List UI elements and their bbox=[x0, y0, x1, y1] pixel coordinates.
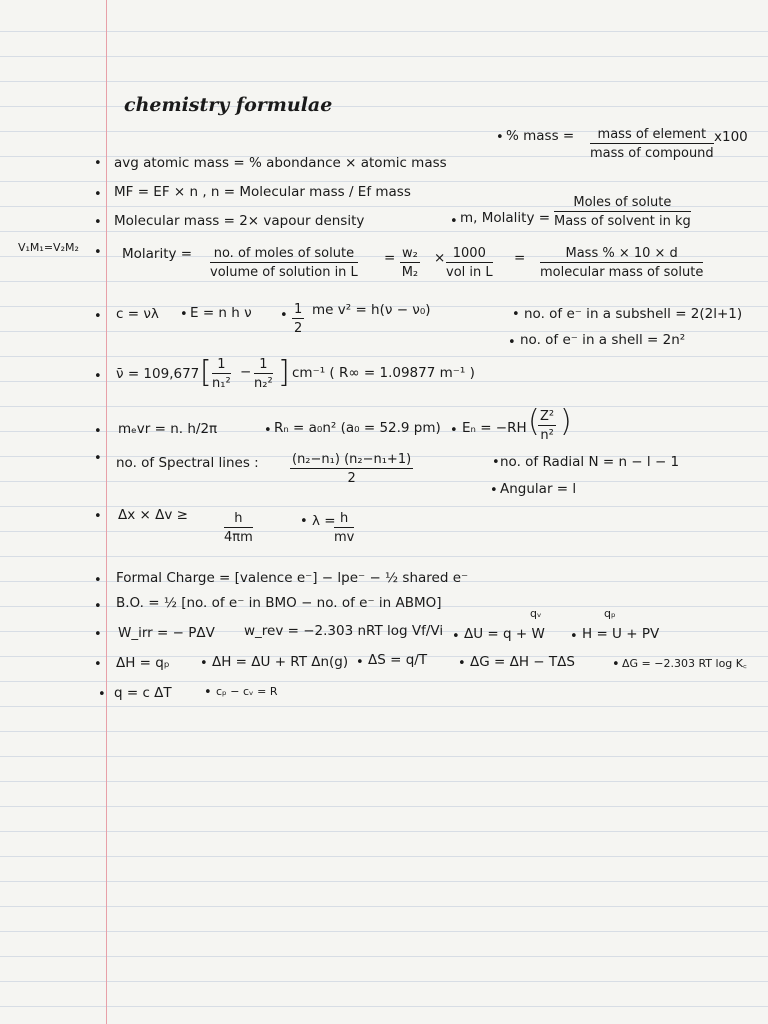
molarity-label: Molarity = bbox=[122, 246, 193, 262]
formal-charge-formula: Formal Charge = [valence e⁻] − lpe⁻ − ½ shared e⁻ bbox=[116, 570, 469, 586]
molarity-fraction bbox=[210, 247, 358, 279]
bullet: • bbox=[458, 656, 466, 671]
bullet: • bbox=[94, 245, 102, 260]
enthalpy-formula: H = U + PV bbox=[582, 626, 660, 642]
rydberg-open-bracket: [ bbox=[200, 355, 212, 390]
percent-mass-numerator: mass of element bbox=[590, 128, 714, 144]
molarity-times: × bbox=[434, 250, 446, 266]
entropy-change-formula: ΔS = q/T bbox=[368, 652, 428, 668]
wave-speed-formula: c = νλ bbox=[116, 306, 159, 322]
photon-energy-formula: E = n h ν bbox=[190, 305, 252, 321]
rydberg-left: ν̄ = 109,677 bbox=[116, 366, 200, 382]
irreversible-work-formula: W_irr = − PΔV bbox=[118, 625, 215, 641]
bullet: • bbox=[94, 215, 102, 230]
molality-fraction bbox=[554, 196, 691, 228]
internal-energy-change-formula: ΔU = q + W bbox=[464, 626, 545, 642]
de-broglie-label: λ = bbox=[312, 513, 336, 529]
molality-label: m, Molality = bbox=[460, 210, 551, 226]
margin-line bbox=[106, 0, 107, 1024]
page-title: chemistry formulae bbox=[124, 94, 333, 116]
gibbs-equilibrium-formula: ΔG = −2.303 RT log K꜀ bbox=[622, 657, 747, 670]
kinetic-energy-denominator: 2 bbox=[294, 321, 303, 336]
rydberg-term2-denominator: n₂² bbox=[254, 376, 273, 391]
percent-mass-label: % mass = bbox=[506, 128, 575, 144]
bullet: • bbox=[94, 657, 102, 672]
uncertainty-denominator: 4πm bbox=[224, 530, 253, 545]
bullet: • bbox=[94, 424, 102, 439]
gibbs-energy-formula: ΔG = ΔH − TΔS bbox=[470, 654, 575, 670]
rydberg-minus: − bbox=[240, 364, 252, 380]
uncertainty-label: Δx × Δv ≥ bbox=[118, 507, 188, 523]
bullet: • bbox=[94, 309, 102, 324]
uncertainty-fraction bbox=[224, 512, 253, 544]
bohr-energy-denominator: n² bbox=[540, 428, 554, 443]
bohr-energy-label: Eₙ = −RH bbox=[462, 420, 527, 436]
molarity-equals-3: = bbox=[514, 250, 526, 266]
rydberg-close-bracket: ] bbox=[278, 355, 290, 390]
bullet: • bbox=[94, 599, 102, 614]
bullet: • bbox=[94, 187, 102, 202]
rydberg-term2-numerator: 1 bbox=[254, 358, 273, 374]
molarity-1000-fraction bbox=[446, 247, 493, 279]
bullet: • bbox=[94, 573, 102, 588]
mayer-relation: cₚ − cᵥ = R bbox=[216, 685, 278, 698]
bullet: • bbox=[94, 369, 102, 384]
bullet: • bbox=[450, 214, 458, 229]
bullet: • bbox=[492, 455, 500, 470]
qp-annotation: qₚ bbox=[604, 607, 616, 620]
bullet: • bbox=[496, 130, 504, 145]
bohr-energy-open-paren: ( bbox=[528, 404, 540, 439]
bullet: • bbox=[94, 627, 102, 642]
bohr-angular-momentum: mₑvr = n. h/2π bbox=[118, 421, 218, 437]
percent-mass-multiplier: x100 bbox=[714, 129, 748, 145]
molarity-w2-fraction bbox=[400, 247, 420, 279]
molarity-volume: vol in L bbox=[446, 265, 493, 280]
spectral-lines-fraction bbox=[290, 453, 413, 485]
bullet: • bbox=[512, 307, 520, 322]
spectral-lines-label: no. of Spectral lines : bbox=[116, 455, 259, 471]
de-broglie-numerator: h bbox=[334, 512, 354, 528]
enthalpy-change-formula: ΔH = qₚ bbox=[116, 655, 170, 671]
bullet: • bbox=[204, 685, 212, 700]
avg-atomic-mass-formula: avg atomic mass = % abondance × atomic mass bbox=[114, 155, 447, 171]
molarity-m2: M₂ bbox=[401, 265, 419, 280]
rydberg-term2-fraction bbox=[254, 358, 273, 390]
molarity-mass-fraction bbox=[540, 247, 703, 279]
bullet: • bbox=[94, 451, 102, 466]
bullet: • bbox=[452, 629, 460, 644]
percent-mass-fraction bbox=[590, 128, 714, 160]
rydberg-unit-and-constant: cm⁻¹ ( R∞ = 1.09877 m⁻¹ ) bbox=[292, 365, 475, 381]
molarity-mass-denominator: molecular mass of solute bbox=[540, 265, 704, 280]
bullet: • bbox=[612, 657, 620, 672]
bohr-energy-fraction bbox=[538, 410, 556, 442]
molarity-1000: 1000 bbox=[446, 247, 493, 263]
bullet: • bbox=[508, 335, 516, 350]
radial-nodes-formula: no. of Radial N = n − l − 1 bbox=[500, 454, 680, 470]
heat-capacity-formula: q = c ΔT bbox=[114, 685, 172, 701]
bohr-energy-numerator: Z² bbox=[540, 409, 555, 424]
enthalpy-internal-energy-relation: ΔH = ΔU + RT Δn(g) bbox=[212, 654, 349, 670]
molarity-mass-numerator: Mass % × 10 × d bbox=[540, 247, 703, 263]
de-broglie-denominator: mv bbox=[334, 530, 355, 545]
bullet: • bbox=[264, 423, 272, 438]
angular-nodes-formula: Angular = l bbox=[500, 481, 577, 497]
molarity-denominator: volume of solution in L bbox=[210, 265, 358, 280]
uncertainty-numerator: h bbox=[224, 512, 253, 528]
molarity-equals-2: = bbox=[384, 250, 396, 266]
bullet: • bbox=[570, 629, 578, 644]
bullet: • bbox=[356, 655, 364, 670]
bohr-radius-formula: Rₙ = a₀n² (a₀ = 52.9 pm) bbox=[274, 420, 441, 436]
kinetic-energy-fraction bbox=[292, 303, 304, 335]
bullet: • bbox=[94, 509, 102, 524]
molality-denominator: Mass of solvent in kg bbox=[554, 214, 691, 229]
kinetic-energy-numerator: 1 bbox=[294, 302, 303, 317]
bullet: • bbox=[180, 307, 188, 322]
bohr-energy-close-paren: ) bbox=[560, 404, 572, 439]
spectral-lines-numerator: (n₂−n₁) (n₂−n₁+1) bbox=[292, 452, 412, 467]
percent-mass-denominator: mass of compound bbox=[590, 146, 714, 161]
molecular-mass-formula: Molecular mass = 2× vapour density bbox=[114, 213, 365, 229]
reversible-work-formula: w_rev = −2.303 nRT log Vf/Vi bbox=[244, 623, 444, 639]
molarity-numerator: no. of moles of solute bbox=[210, 247, 358, 263]
rydberg-term1-fraction bbox=[212, 358, 231, 390]
de-broglie-fraction bbox=[334, 512, 354, 544]
molecular-formula-equation: MF = EF × n , n = Molecular mass / Ef mass bbox=[114, 184, 411, 200]
margin-dilution-note: V₁M₁=V₂M₂ bbox=[18, 241, 79, 254]
bullet: • bbox=[280, 308, 288, 323]
molality-numerator: Moles of solute bbox=[554, 196, 691, 212]
bullet: • bbox=[200, 656, 208, 671]
bullet: • bbox=[450, 423, 458, 438]
bond-order-formula: B.O. = ½ [no. of e⁻ in BMO − no. of e⁻ in ABMO] bbox=[116, 595, 442, 611]
bullet: • bbox=[98, 687, 106, 702]
bullet: • bbox=[300, 514, 308, 529]
qv-annotation: qᵥ bbox=[530, 607, 542, 620]
spectral-lines-denominator: 2 bbox=[347, 471, 356, 486]
shell-electrons-formula: no. of e⁻ in a shell = 2n² bbox=[520, 332, 686, 348]
rydberg-term1-numerator: 1 bbox=[212, 358, 231, 374]
subshell-electrons-formula: no. of e⁻ in a subshell = 2(2l+1) bbox=[524, 306, 743, 322]
rydberg-term1-denominator: n₁² bbox=[212, 376, 231, 391]
bullet: • bbox=[94, 156, 102, 171]
bullet: • bbox=[490, 483, 498, 498]
molarity-w2: w₂ bbox=[402, 246, 418, 261]
photoelectric-formula: me v² = h(ν − ν₀) bbox=[312, 302, 431, 318]
